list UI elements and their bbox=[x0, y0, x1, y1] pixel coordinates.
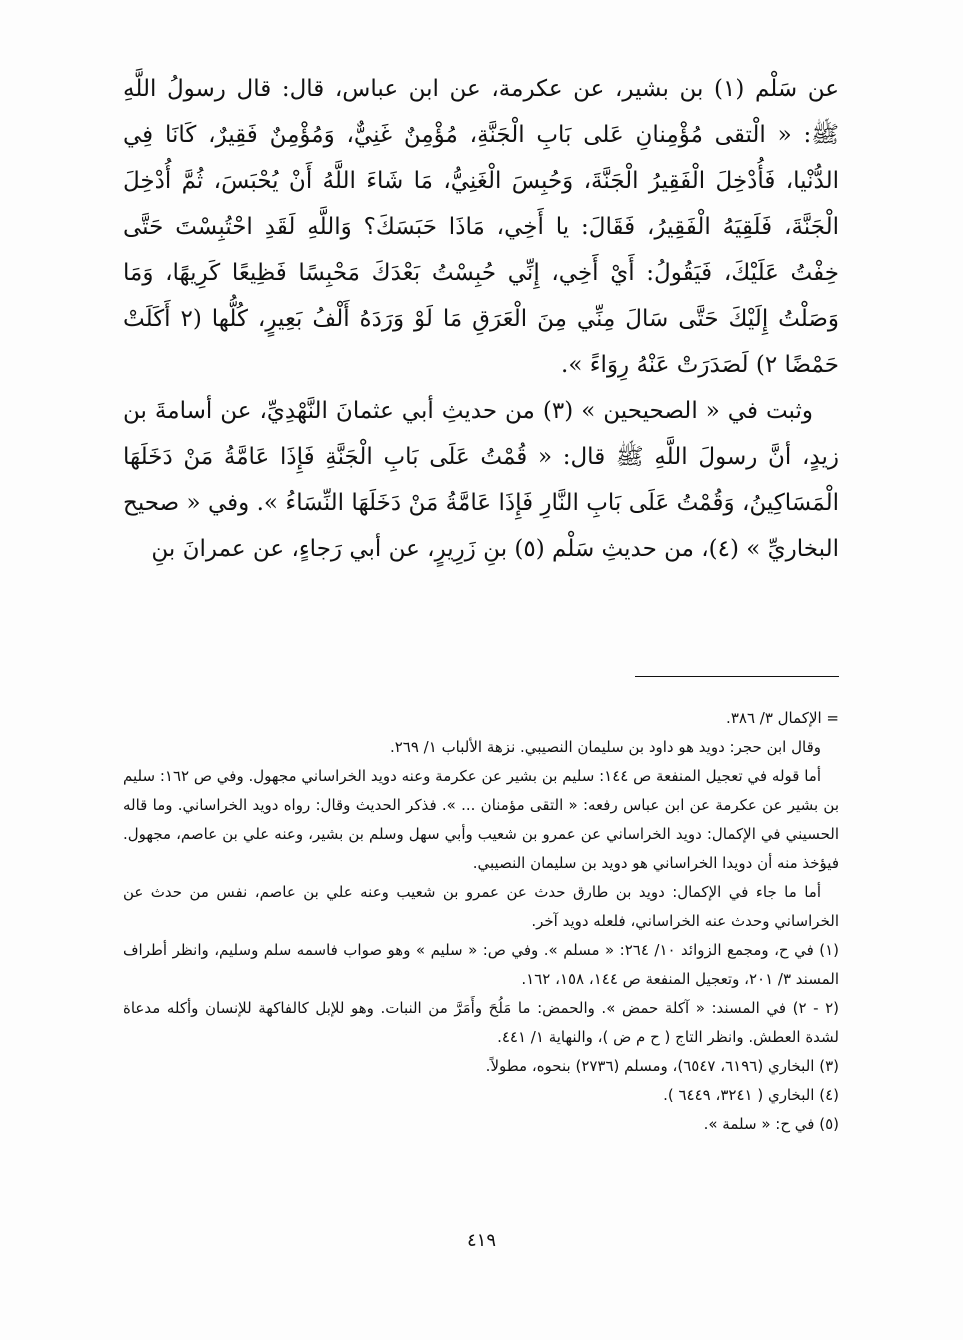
footnote-separator bbox=[635, 676, 839, 677]
footnote-continued-4: أما ما جاء في الإكمال: دويد بن طارق حدث عن عمرو بن شعيب وعنه علي بن عاصم، نفس من حدث عن الخراساني وحدث عنه الخراساني، فلعله دويد آخر. bbox=[123, 883, 839, 930]
footnotes bbox=[123, 704, 839, 1139]
footnote-5: (٥) في ح: « سلمة ». bbox=[703, 1115, 839, 1133]
footnote-3: (٣) البخاري (٦١٩٦، ٦٥٤٧)، ومسلم (٢٧٣٦) بنحوه، مطولاً. bbox=[485, 1057, 839, 1075]
main-text-body bbox=[123, 66, 839, 572]
footnote-1: (١) في ح، ومجمع الزوائد ١٠/ ٢٦٤: « مسلم ». وفي ص: « سليم » وهو صواب فاسمه سلم وسليم، وانظر أطراف المسند ٣/ ٢٠١، وتعجيل المنفعة ص ١٤٤، ١٥٨، ١٦٢. bbox=[123, 941, 839, 988]
footnote-2: (٢ - ٢) في المسند: « آكلة حمض ». والحمض: ما مَلُحَ وأَمَرَّ من النبات. وهو للإبل كالفاكهة للإنسان وأكله مدعاة لشدة العطش. وانظر التاج ( ح م ض )، والنهاية ١/ ٤٤١. bbox=[123, 999, 839, 1046]
footnote-4: (٤) البخاري ( ٣٢٤١، ٦٤٤٩ ). bbox=[663, 1086, 839, 1104]
main-paragraph-2: وثبت في « الصحيحين » (٣) من حديثِ أبي عثمانَ النَّهْدِيِّ، عن أسامةَ بن زيدٍ، أنَّ رسولَ اللَّهِ ﷺ قال: « قُمْتُ عَلَى بَابِ الْجَنَّةِ فَإِذَا عَامَّةُ مَنْ دَخَلَهَا الْمَسَاكِينُ، وَقُمْتُ عَلَى بَابِ النَّارِ فَإِذَا عَامَّةُ مَنْ دَخَلَهَا النِّسَاءُ ». وفي « صحيح البخاريِّ » (٤)، من حديثِ سَلْم (٥) بنِ زَرِيرٍ، عن أبي رَجاءٍ، عن عمرانَ بنِ bbox=[123, 398, 839, 562]
footnote-continued-2: وقال ابن حجر: دويد هو داود بن سليمان النصيبي. نزهة الألباب ١/ ٢٦٩. bbox=[389, 738, 821, 756]
main-paragraph-1: عن سَلْم (١) بن بشير، عن عكرمة، عن ابن عباس، قال: قال رسولُ اللَّهِ ﷺ: « الْتقى مُؤْمِنانِ عَلى بَابِ الْجَنَّةِ، مُؤْمِنٌ غَنِيٌّ، وَمُؤْمِنٌ فَقِيرٌ، كَانَا فِي الدُّنْيا، فَأُدْخِلَ الْفَقِيرُ الْجَنَّةَ، وَحُبِسَ الْغَنِيُّ، مَا شَاءَ اللَّهُ أَنْ يُحْبَسَ، ثُمَّ أُدْخِلَ الْجَنَّةَ، فَلَقِيَهُ الْفَقِيرُ، فَقَالَ: يا أَخِي، مَاذَا حَبَسَكَ؟ وَاللَّهِ لَقَدِ احْتُبِسْتَ حَتَّى خِفْتُ عَلَيْكَ، فَيَقُولُ: أَيْ أَخِي، إِنِّي حُبِسْتُ بَعْدَكَ مَحْبِسًا فَظِيعًا كَرِيهًا، وَمَا وَصَلْتُ إِلَيْكَ حَتَّى سَالَ مِنِّي مِنَ الْعَرَقِ مَا لَوْ وَرَدَهُ أَلْفُ بَعِيرٍ، كُلُّها (٢ أَكَلَتْ حَمْضًا ٢) لَصَدَرَتْ عَنْهُ رِوَاءً ». bbox=[123, 76, 839, 378]
footnote-continued-1: = الإكمال ٣/ ٣٨٦. bbox=[726, 709, 839, 727]
footnote-continued-3: أما قوله في تعجيل المنفعة ص ١٤٤: سليم بن بشير عن عكرمة وعنه دويد الخراساني مجهول. وفي ص ١٦٢: سليم بن بشير عن عكرمة عن ابن عباس رفعه: « التقى مؤمنان ... ». فذكر الحديث وقال: رواه دويد الخراساني. وما قاله الحسيني في الإكمال: دويد الخراساني عن عمرو بن شعيب وأبي سهل وسلم بن بشير، وعنه علي بن عاصم، مجهول. فيؤخذ منه أن دويدا الخراساني هو دويد بن سليمان النصيبي. bbox=[123, 767, 839, 872]
page-number: ٤١٩ bbox=[466, 1230, 496, 1251]
